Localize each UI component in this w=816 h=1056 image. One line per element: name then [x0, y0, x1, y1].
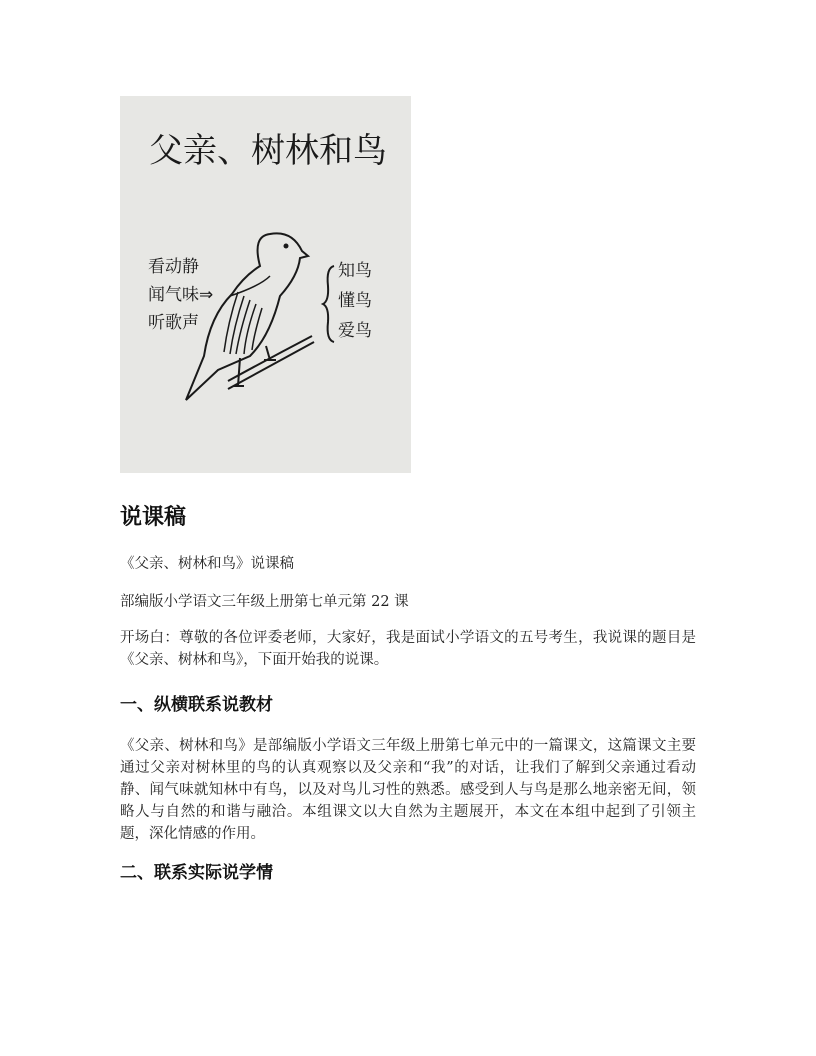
- hand-drawn-illustration: [120, 96, 411, 473]
- page-heading: 说课稿: [120, 505, 187, 530]
- bird-drawing: [120, 96, 411, 473]
- section1-paragraph: 《父亲、树林和鸟》是部编版小学语文三年级上册第七单元中的一篇课文，这篇课文主要通过父亲对树林里的鸟的认真观察以及父亲和“我”的对话，让我们了解到父亲通过看动静、闻气味就知林中有鸟，以及对鸟儿习性的熟悉。感受到人与鸟是那么地亲密无间，领略人与自然的和谐与融洽。本组课文以大自然为主题展开，本文在本组中起到了引领主题，深化情感的作用。: [120, 738, 696, 842]
- note-hear-song: 听歌声: [148, 313, 199, 333]
- lesson-info: 部编版小学语文三年级上册第七单元第 22 课: [120, 594, 409, 610]
- section2-heading: 二、联系实际说学情: [120, 863, 273, 883]
- note-know-birds: 知鸟: [338, 261, 372, 281]
- doc-subtitle: 《父亲、树林和鸟》说课稿: [120, 556, 294, 572]
- note-see-movement: 看动静: [148, 257, 199, 277]
- note-love-birds: 爱鸟: [338, 321, 372, 341]
- illustration-title: 父亲、树林和鸟: [149, 131, 387, 171]
- section1-heading: 一、纵横联系说教材: [120, 695, 273, 715]
- opening-paragraph: 开场白：尊敬的各位评委老师，大家好，我是面试小学语文的五号考生，我说课的题目是《父亲、树林和鸟》，下面开始我的说课。: [120, 630, 696, 668]
- note-understand-birds: 懂鸟: [338, 291, 372, 311]
- note-smell: 闻气味⇒: [148, 285, 214, 305]
